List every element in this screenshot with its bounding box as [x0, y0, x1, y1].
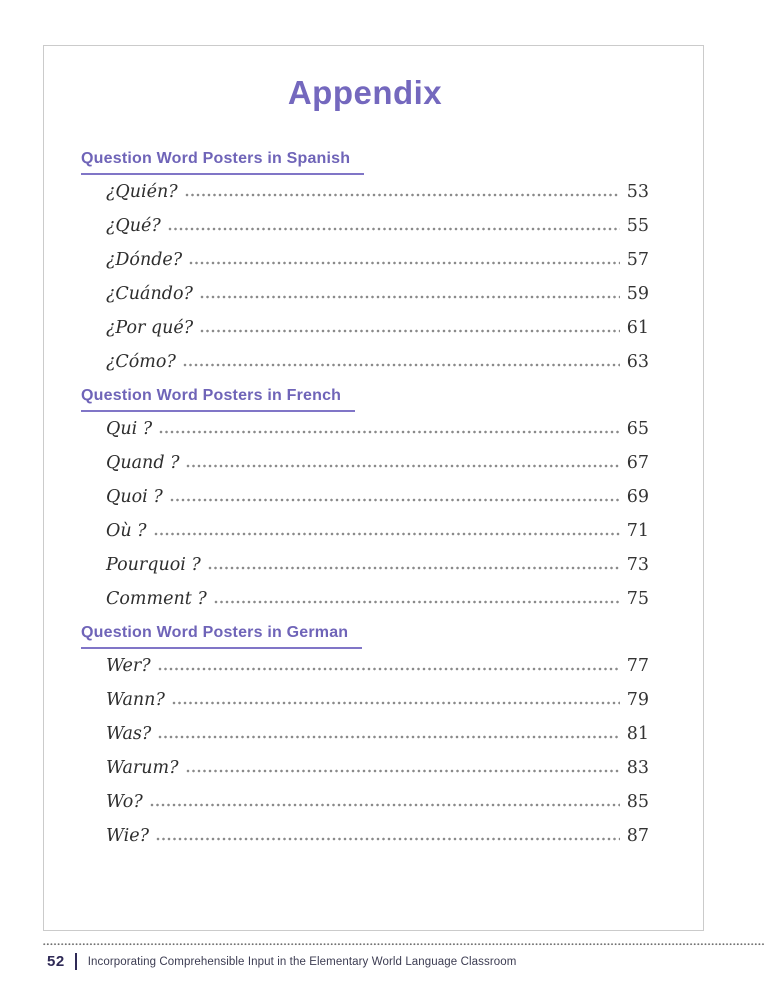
toc-entry — [106, 582, 649, 616]
toc-entry — [106, 514, 649, 548]
appendix-content — [45, 47, 702, 853]
toc-entry-page: 75 — [626, 589, 649, 609]
toc-entry-page: 85 — [626, 792, 649, 812]
dot-leader — [186, 769, 620, 773]
dot-leader — [189, 261, 620, 265]
toc-entry — [106, 209, 649, 243]
dot-leader — [208, 566, 620, 570]
toc-entry-page: 83 — [626, 758, 649, 778]
toc-entry-label: Warum? — [106, 758, 179, 778]
dot-leader — [183, 363, 620, 367]
toc-entry-page: 71 — [626, 521, 649, 541]
toc-entry-label: Qui ? — [106, 419, 153, 439]
footer-page-number: 52 — [47, 953, 65, 970]
dot-leader — [214, 600, 620, 604]
dot-leader — [168, 227, 620, 231]
section-heading-spanish: Question Word Posters in Spanish — [81, 149, 364, 175]
toc-entry-label: Was? — [106, 724, 152, 744]
toc-entry-label: Wer? — [106, 656, 151, 676]
toc-entry — [106, 649, 649, 683]
toc-entry — [106, 819, 649, 853]
footer-dotted-rule — [43, 943, 765, 946]
toc-entry-label: Comment ? — [106, 589, 207, 609]
dot-leader — [200, 329, 620, 333]
toc-entry — [106, 683, 649, 717]
toc-entry — [106, 717, 649, 751]
toc-entry — [106, 785, 649, 819]
toc-entry-page: 59 — [626, 284, 649, 304]
dot-leader — [158, 735, 619, 739]
toc-entry-page: 61 — [626, 318, 649, 338]
toc-entry-label: Wie? — [106, 826, 150, 846]
page-footer — [47, 953, 516, 970]
toc-entry-page: 77 — [626, 656, 649, 676]
toc-entry — [106, 311, 649, 345]
dot-leader — [186, 464, 619, 468]
dot-leader — [154, 532, 620, 536]
toc-entry — [106, 412, 649, 446]
toc-entry-page: 81 — [626, 724, 649, 744]
toc-entry — [106, 751, 649, 785]
dot-leader — [172, 701, 620, 705]
footer-separator-bar — [75, 953, 77, 970]
dot-leader — [185, 193, 620, 197]
toc-entry-label: ¿Cuándo? — [106, 284, 193, 304]
toc-entry-page: 53 — [626, 182, 649, 202]
toc-list-german — [106, 649, 649, 853]
dot-leader — [159, 430, 620, 434]
toc-entry-page: 67 — [626, 453, 649, 473]
toc-entry-page: 87 — [626, 826, 649, 846]
toc-entry — [106, 277, 649, 311]
toc-entry-page: 63 — [626, 352, 649, 372]
toc-entry-page: 65 — [626, 419, 649, 439]
toc-entry — [106, 345, 649, 379]
toc-entry-label: ¿Por qué? — [106, 318, 194, 338]
toc-entry — [106, 548, 649, 582]
toc-entry — [106, 480, 649, 514]
toc-entry-label: ¿Cómo? — [106, 352, 176, 372]
toc-list-spanish — [106, 175, 649, 379]
toc-entry-page: 69 — [626, 487, 649, 507]
toc-entry-label: ¿Qué? — [106, 216, 161, 236]
toc-entry-page: 79 — [626, 690, 649, 710]
page-border-frame — [43, 45, 704, 931]
page-title: Appendix — [287, 74, 443, 111]
toc-entry-page: 55 — [626, 216, 649, 236]
toc-entry-label: Quoi ? — [106, 487, 163, 507]
toc-entry-label: Wo? — [106, 792, 143, 812]
toc-entry-page: 73 — [626, 555, 649, 575]
dot-leader — [156, 837, 620, 841]
toc-entry — [106, 446, 649, 480]
dot-leader — [158, 667, 620, 671]
toc-entry-page: 57 — [626, 250, 649, 270]
toc-entry-label: Wann? — [106, 690, 165, 710]
toc-entry — [106, 175, 649, 209]
toc-entry-label: Pourquoi ? — [106, 555, 201, 575]
toc-entry-label: Quand ? — [106, 453, 180, 473]
dot-leader — [200, 295, 620, 299]
toc-list-french — [106, 412, 649, 616]
toc-entry-label: ¿Dónde? — [106, 250, 183, 270]
toc-entry-label: Où ? — [106, 521, 147, 541]
footer-book-title: Incorporating Comprehensible Input in the Elementary World Language Classroom — [87, 955, 517, 968]
section-heading-french: Question Word Posters in French — [81, 386, 355, 412]
section-heading-german: Question Word Posters in German — [81, 623, 362, 649]
toc-entry-label: ¿Quién? — [106, 182, 178, 202]
dot-leader — [150, 803, 620, 807]
dot-leader — [170, 498, 620, 502]
toc-entry — [106, 243, 649, 277]
